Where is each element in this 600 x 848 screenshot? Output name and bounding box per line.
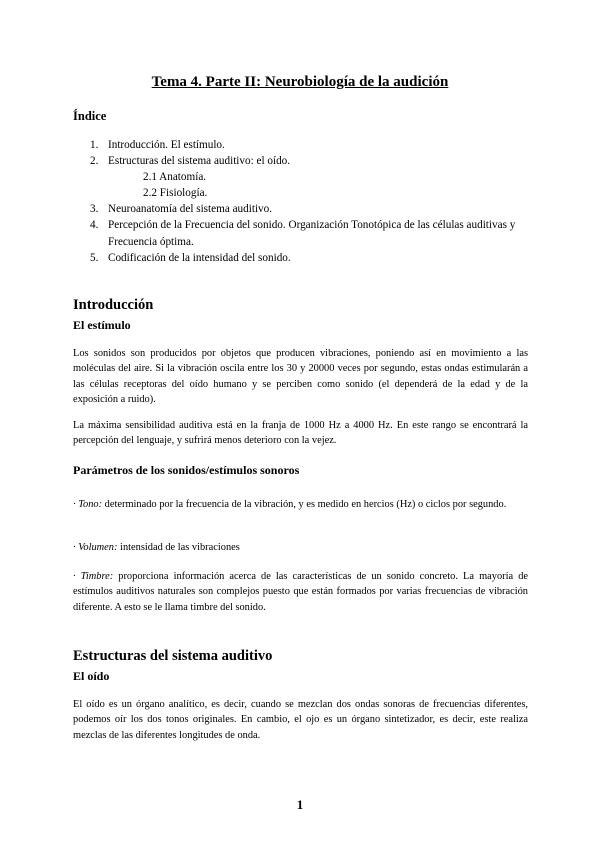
intro-paragraph-1: Los sonidos son producidos por objetos que producen vibraciones, poniendo así en movimiento a las moléculas del aire. Si la vibración oscila entre los 30 y 20000 veces por segundo, estas ondas estimularán a las células receptoras del oído humano y se perciben como sonido (el dependerá de la edad y de la exposición a ruido). <box>73 348 528 406</box>
param-volumen <box>73 540 528 555</box>
toc-text: Estructuras del sistema auditivo: el oído. <box>108 155 291 168</box>
toc-text: Introducción. El estímulo. <box>108 139 225 151</box>
toc-number: 3. <box>90 203 99 216</box>
toc-number: 2. <box>90 155 99 168</box>
structures-subtitle: El oído <box>73 669 110 683</box>
toc-item <box>90 137 540 153</box>
document-title: Tema 4. Parte II: Neurobiología de la audición <box>151 74 449 90</box>
toc-number: 5. <box>90 251 99 264</box>
toc-number: 1. <box>90 139 99 151</box>
table-of-contents <box>90 137 540 266</box>
toc-text: Codificación de la intensidad del sonido. <box>108 251 291 264</box>
index-heading: Índice <box>73 109 107 123</box>
structures-paragraph-1: El oído es un órgano analítico, es decir, cuando se mezclan dos ondas sonoras de frecuencias diferentes, podemos oír los dos tonos originales. En cambio, el ojo es un órgano sintetizador, es decir, este realiza mezclas de las diferentes longitudes de onda. <box>73 699 528 741</box>
toc-text: Percepción de la Frecuencia del sonido. Organización Tonotópica de las células auditivas y Frecuencia óptima. <box>108 219 516 248</box>
toc-number: 4. <box>90 219 99 232</box>
param-timbre-text: proporciona información acerca de las características de un sonido concreto. La mayoría de estímulos auditivos naturales son complejos puesto que están formados por varias frecuencias de vibración diferente. A esto se le llama timbre del sonido. <box>73 571 529 613</box>
toc-text: 2.2 Fisiología. <box>143 187 208 200</box>
toc-subitem <box>90 185 540 201</box>
toc-text: 2.1 Anatomía. <box>143 171 207 184</box>
param-tono <box>73 497 528 512</box>
param-tono-text: determinado por la frecuencia de la vibración, y es medido en hercios (Hz) o ciclos por segundo. <box>102 499 507 510</box>
param-volumen-text: intensidad de las vibraciones <box>117 542 240 553</box>
intro-subtitle: El estímulo <box>73 318 131 332</box>
param-volumen-label: · Volumen: <box>73 542 118 553</box>
structures-title: Estructuras del sistema auditivo <box>73 648 273 664</box>
toc-text: Neuroanatomía del sistema auditivo. <box>108 203 273 216</box>
param-timbre-label: · Timbre: <box>73 571 114 582</box>
param-tono-label: · Tono: <box>73 499 103 510</box>
toc-item <box>90 250 540 266</box>
toc-item <box>90 153 540 169</box>
toc-subitem <box>90 169 540 185</box>
param-timbre <box>73 569 528 615</box>
intro-paragraph-2: La máxima sensibilidad auditiva está en la franja de 1000 Hz a 4000 Hz. En este rango se encontrará la percepción del lenguaje, y sufrirá menos deterioro con la vejez. <box>73 420 528 447</box>
toc-item <box>90 217 540 249</box>
intro-title: Introducción <box>73 297 154 313</box>
toc-item <box>90 201 540 217</box>
params-heading: Parámetros de los sonidos/estímulos sonoros <box>73 463 300 477</box>
page-number: 1 <box>296 797 304 812</box>
